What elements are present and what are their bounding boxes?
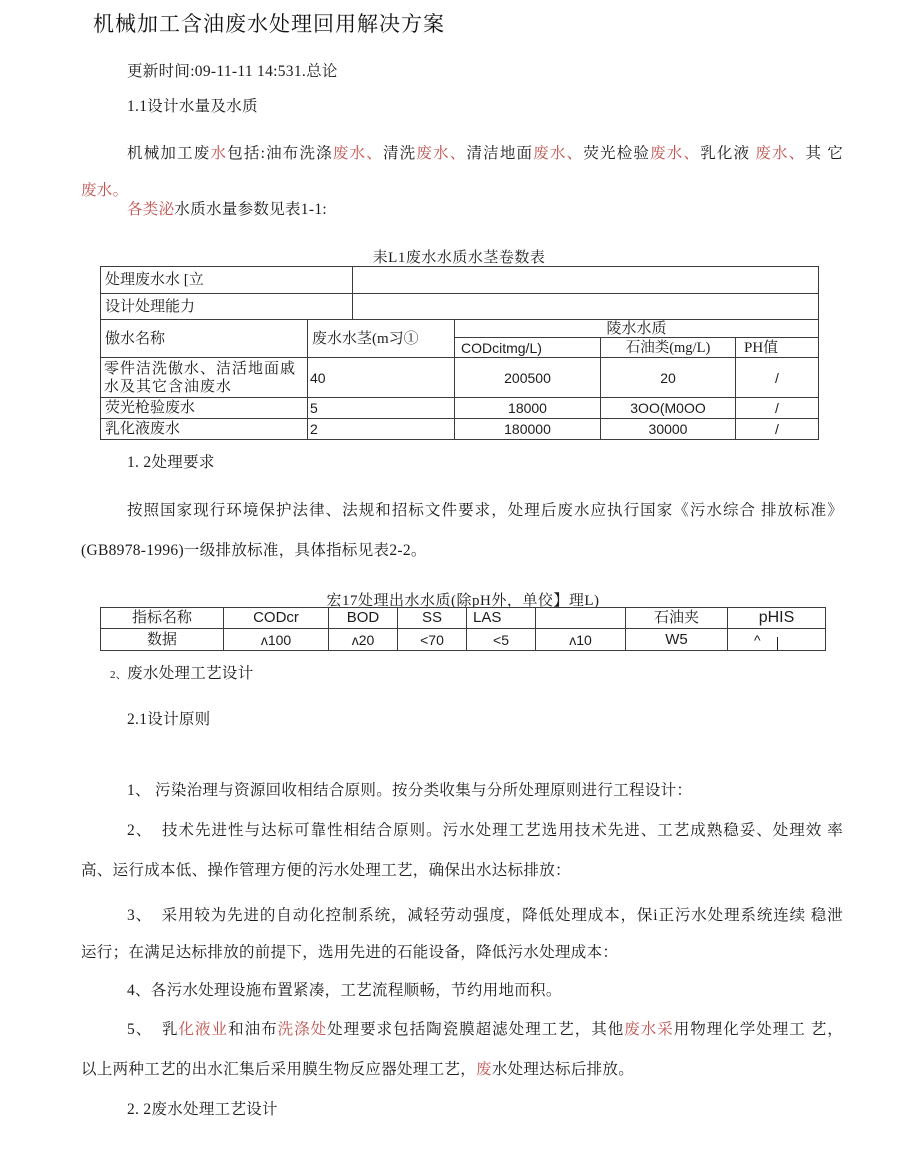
text-segment: 水 (210, 145, 228, 162)
t1-subheader-row (455, 338, 819, 358)
t2-header-las: LAS (467, 608, 536, 629)
t1-quality-group (455, 320, 819, 358)
table-row (101, 629, 826, 651)
text-segment: 清洁地面 (466, 145, 534, 162)
heading-1-1: 1.1设计水量及水质 (127, 98, 258, 115)
t1-cell-cod: 18000 (455, 398, 601, 419)
t1-subheader-oil: 石油类(mg/L) (601, 338, 736, 358)
table-effluent-quality (100, 607, 826, 651)
para-principle-5-line1 (127, 1020, 843, 1040)
t2-header-empty (536, 608, 626, 629)
t2-cell-value: <5 (467, 629, 536, 651)
text-segment: 洗涤处 (277, 1021, 328, 1038)
t2-header-oil: 石油夹 (626, 608, 728, 629)
caret-mark: ^ (754, 631, 761, 648)
t2-header-ss: SS (398, 608, 467, 629)
text-segment: 包括:油布洗涤 (227, 145, 333, 162)
table-wastewater-parameters (100, 266, 819, 440)
text-segment: 以上两种工艺的出水汇集后采用膜生物反应器处理工艺， (81, 1061, 477, 1078)
text-segment: 废水、 (755, 145, 806, 162)
text-segment: 水处理达标后排放。 (491, 1061, 635, 1078)
heading-1-2: 1. 2处理要求 (127, 454, 215, 471)
heading-2-text: 废水处理工艺设计 (127, 665, 254, 682)
t1-cell-oil: 30000 (601, 419, 736, 440)
text-segment: 其 它 (805, 145, 844, 162)
heading-2-1: 2.1设计原则 (127, 711, 211, 728)
t2-cell-value-ph (728, 629, 826, 651)
para-principle-1: 1、 污染治理与资源回收相结合原则。按分类收集与分所处理原则进行工程设计： (127, 782, 693, 799)
t1-empty-cell (353, 267, 819, 294)
t1-cell-ph: / (736, 358, 819, 398)
t2-header-codcr: CODcr (224, 608, 329, 629)
text-segment: 和油布 (228, 1021, 278, 1038)
t1-cell-cod: 180000 (455, 419, 601, 440)
text-segment: 废水、 (332, 145, 383, 162)
text-segment: 各类泌 (127, 201, 175, 218)
update-time-line: 更新时间:09-11-11 14:531.总论 (127, 63, 338, 80)
t2-cell-value: W5 (626, 629, 728, 651)
text-segment: 废水、 (650, 145, 701, 162)
t1-cell-oil: 20 (601, 358, 736, 398)
t1-capacity-label-cell: 处理废水水 [立 (101, 267, 353, 294)
table2-caption: 宏17处理出水水质(除pH外，单佼】理L) (326, 593, 600, 609)
t1-cell-cod: 200500 (455, 358, 601, 398)
t1-design-capacity-cell: 设计处理能力 (101, 294, 353, 320)
para-requirements-line1: 按照国家现行环境保护法律、法规和招标文件要求，处理后废水应执行国家《污水综合 排放标准》 (127, 502, 843, 519)
para-intro-line1 (127, 144, 843, 164)
t2-cell-value: <70 (398, 629, 467, 651)
t1-col-header-name: 傲水名称 (101, 320, 308, 358)
table-row (101, 358, 819, 398)
text-segment: 机械加工废 (127, 145, 211, 162)
heading-2-number: 2、 (110, 669, 128, 681)
table1-reference-line (127, 200, 327, 220)
table-row (101, 419, 819, 440)
t1-group-header: 陵水水质 (455, 320, 819, 338)
t1-subheader-ph: PH值 (736, 338, 819, 358)
t2-cell-label: 数据 (101, 629, 224, 651)
t1-cell-ph: / (736, 398, 819, 419)
t1-cell-name: 荧光枪验废水 (101, 398, 308, 419)
t2-cell-value: ʌ10 (536, 629, 626, 651)
table-row (101, 267, 819, 294)
table-header-row (101, 608, 826, 629)
text-segment: 5、 乳 (127, 1021, 179, 1038)
table-row (101, 294, 819, 320)
t2-cell-value: ʌ100 (224, 629, 329, 651)
t1-cell-oil: 3OO(M0OO (601, 398, 736, 419)
para-requirements-line2: (GB8978-1996)一级排放标准，具体指标见表2-2。 (81, 542, 427, 559)
t2-header-bod: BOD (329, 608, 398, 629)
t1-cell-name: 乳化液废水 (101, 419, 308, 440)
t2-header-ph: pHIS (728, 608, 826, 629)
para-principle-5-line2 (81, 1060, 634, 1080)
text-segment: 废水采 (624, 1021, 674, 1038)
text-segment: 用物理化学处理工 艺， (673, 1021, 844, 1038)
t1-cell-volume: 40 (308, 358, 455, 398)
t2-header-index-name: 指标名称 (101, 608, 224, 629)
t2-cell-value: ʌ20 (329, 629, 398, 651)
text-segment: 荧光检验 (583, 145, 651, 162)
heading-2-2: 2. 2废水处理工艺设计 (127, 1101, 278, 1118)
heading-2 (110, 664, 254, 685)
para-principle-3-line2: 运行；在满足达标排放的前提下，选用先进的石能设备，降低污水处理成本： (81, 944, 619, 961)
text-segment: 废 (476, 1061, 492, 1078)
text-segment: 清洗 (382, 145, 417, 162)
doc-title: 机械加工含油废水处理回用解决方案 (93, 12, 445, 36)
t1-cell-volume: 2 (308, 419, 455, 440)
table1-caption: 耒L1废水水质水茎卷数表 (372, 250, 546, 266)
text-segment: 废水、 (416, 145, 467, 162)
text-segment: 乳化液 (700, 145, 756, 162)
t1-subheader-cod: CODcitmg/L) (455, 338, 601, 358)
t1-col-header-volume: 废水水茎(m习① (308, 320, 455, 358)
text-segment: 处理要求包括陶瓷膜超滤处理工艺，其他 (327, 1021, 625, 1038)
para-principle-2-line1: 2、 技术先进性与达标可靠性相结合原则。污水处理工艺选用技术先进、工艺成熟稳妥、处理效 率 (127, 822, 843, 839)
para-principle-2-line2: 高、运行成本低、操作管理方便的污水处理工艺，确保出水达标排放： (81, 862, 571, 879)
para-principle-4: 4、各污水处理设施布置紧凑，工艺流程顺畅，节约用地而积。 (127, 982, 562, 999)
para-intro-line2: 废水。 (81, 182, 129, 199)
t1-empty-cell (353, 294, 819, 320)
t1-cell-ph: / (736, 419, 819, 440)
para-principle-3-line1: 3、 采用较为先进的自动化控制系统，减轻劳动强度，降低处理成本，保i正污水处理系统连续 稳泄 (127, 907, 843, 924)
t1-cell-name: 零件洁洗傲水、洁活地面戚水及其它含油废水 (101, 358, 308, 398)
table-row (101, 398, 819, 419)
cursor-bar (777, 637, 778, 652)
table-header-row (101, 320, 819, 358)
text-segment: 水质水量参数见表1-1: (174, 201, 327, 218)
t1-cell-volume: 5 (308, 398, 455, 419)
text-segment: 化液业 (178, 1021, 229, 1038)
text-segment: 废水、 (533, 145, 584, 162)
